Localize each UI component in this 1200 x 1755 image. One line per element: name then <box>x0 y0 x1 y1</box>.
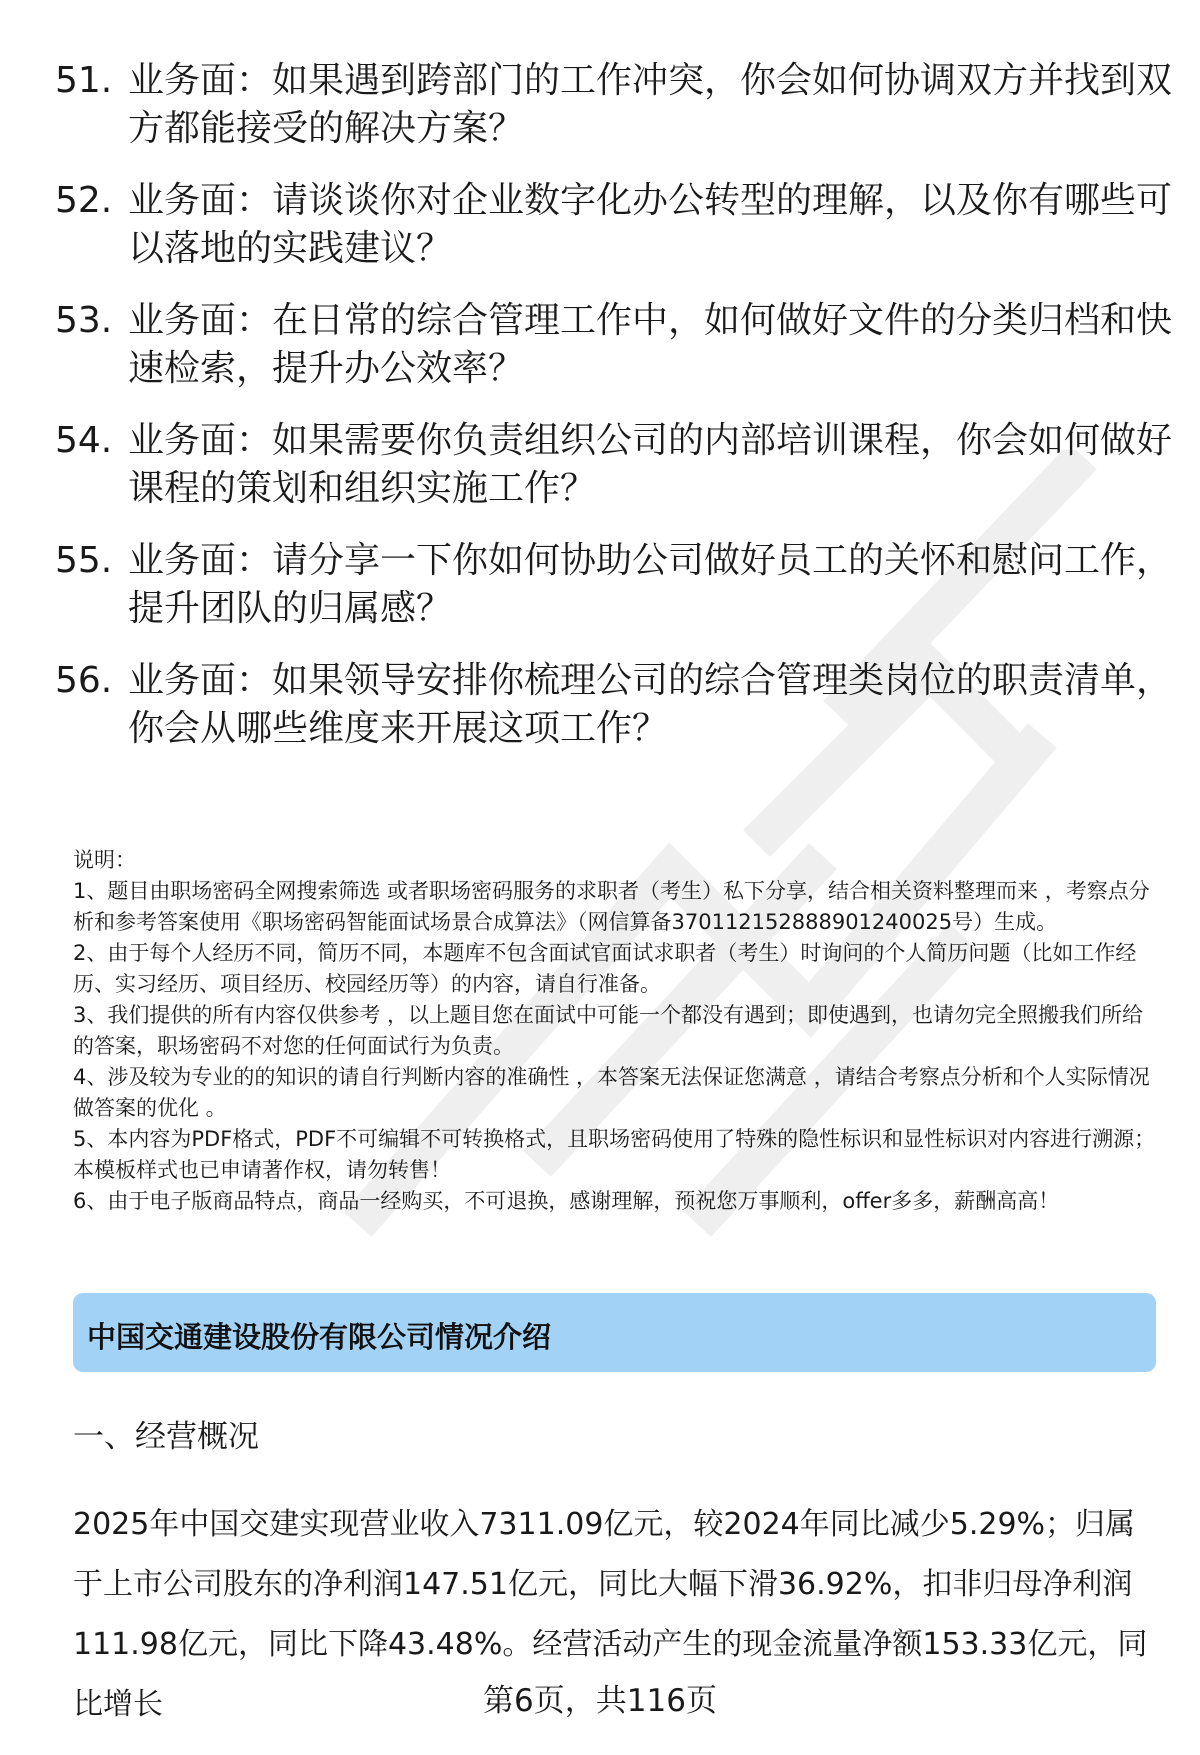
note-item: 4、涉及较为专业的的知识的请自行判断内容的准确性 ，本答案无法保证您满意 ，请结合考察点分析和个人实际情况做答案的优化 。 <box>73 1065 1150 1120</box>
note-item: 5、本内容为PDF格式，PDF不可编辑不可转换格式，且职场密码使用了特殊的隐性标识和显性标识对内容进行溯源；本模板样式也已申请著作权，请勿转售！ <box>73 1127 1156 1182</box>
banner-title: 中国交通建设股份有限公司情况介绍 <box>87 1320 552 1354</box>
question-number: 54. <box>55 420 113 461</box>
question-number: 51. <box>55 60 113 101</box>
note-item: 6、由于电子版商品特点，商品一经购买，不可退换，感谢理解，预祝您万事顺利，offer多多，薪酬高高！ <box>73 1189 1060 1213</box>
question-number: 56. <box>55 660 113 701</box>
notes-heading: 说明： <box>73 848 136 872</box>
note-item: 3、我们提供的所有内容仅供参考 ，以上题目您在面试中可能一个都没有遇到；即使遇到，也请勿完全照搬我们所给的答案，职场密码不对您的任何面试行为负责。 <box>73 1003 1144 1058</box>
notes-section <box>73 845 1163 1217</box>
section-heading: 一、经营概况 <box>73 1419 259 1455</box>
question-text: 业务面：如果遇到跨部门的工作冲突，你会如何协调双方并找到双方都能接受的解决方案？ <box>128 60 1173 149</box>
question-text: 业务面：请谈谈你对企业数字化办公转型的理解，以及你有哪些可以落地的实践建议？ <box>128 180 1173 269</box>
question-text: 业务面：如果需要你负责组织公司的内部培训课程，你会如何做好课程的策划和组织实施工作？ <box>128 420 1173 509</box>
business-overview-paragraph: 2025年中国交建实现营业收入7311.09亿元，较2024年同比减少5.29%；归属于上市公司股东的净利润147.51亿元，同比大幅下滑36.92%，扣非归母净利润111.98亿元，同比下降43.48%。经营活动产生的现金流量净额153.33亿元，同比增长 <box>73 1507 1148 1722</box>
question-text: 业务面：如果领导安排你梳理公司的综合管理类岗位的职责清单，你会从哪些维度来开展这项工作？ <box>128 660 1173 749</box>
company-intro-banner <box>73 1293 1156 1372</box>
question-number: 53. <box>55 300 113 341</box>
question-text: 业务面：在日常的综合管理工作中，如何做好文件的分类归档和快速检索，提升办公效率？ <box>128 300 1173 389</box>
question-text: 业务面：请分享一下你如何协助公司做好员工的关怀和慰问工作，提升团队的归属感？ <box>128 540 1173 629</box>
note-item: 2、由于每个人经历不同，简历不同，本题库不包含面试官面试求职者（考生）时询问的个人简历问题（比如工作经历、实习经历、项目经历、校园经历等）的内容，请自行准备。 <box>73 941 1137 996</box>
question-number: 52. <box>55 180 113 221</box>
page-footer: 第6页，共116页 <box>483 1683 717 1719</box>
question-number: 55. <box>55 540 113 581</box>
note-item: 1、题目由职场密码全网搜索筛选 或者职场密码服务的求职者（考生）私下分享，结合相关资料整理而来 ，考察点分析和参考答案使用《职场密码智能面试场景合成算法》（网信算备370112152888901240025号）生成。 <box>73 879 1150 934</box>
